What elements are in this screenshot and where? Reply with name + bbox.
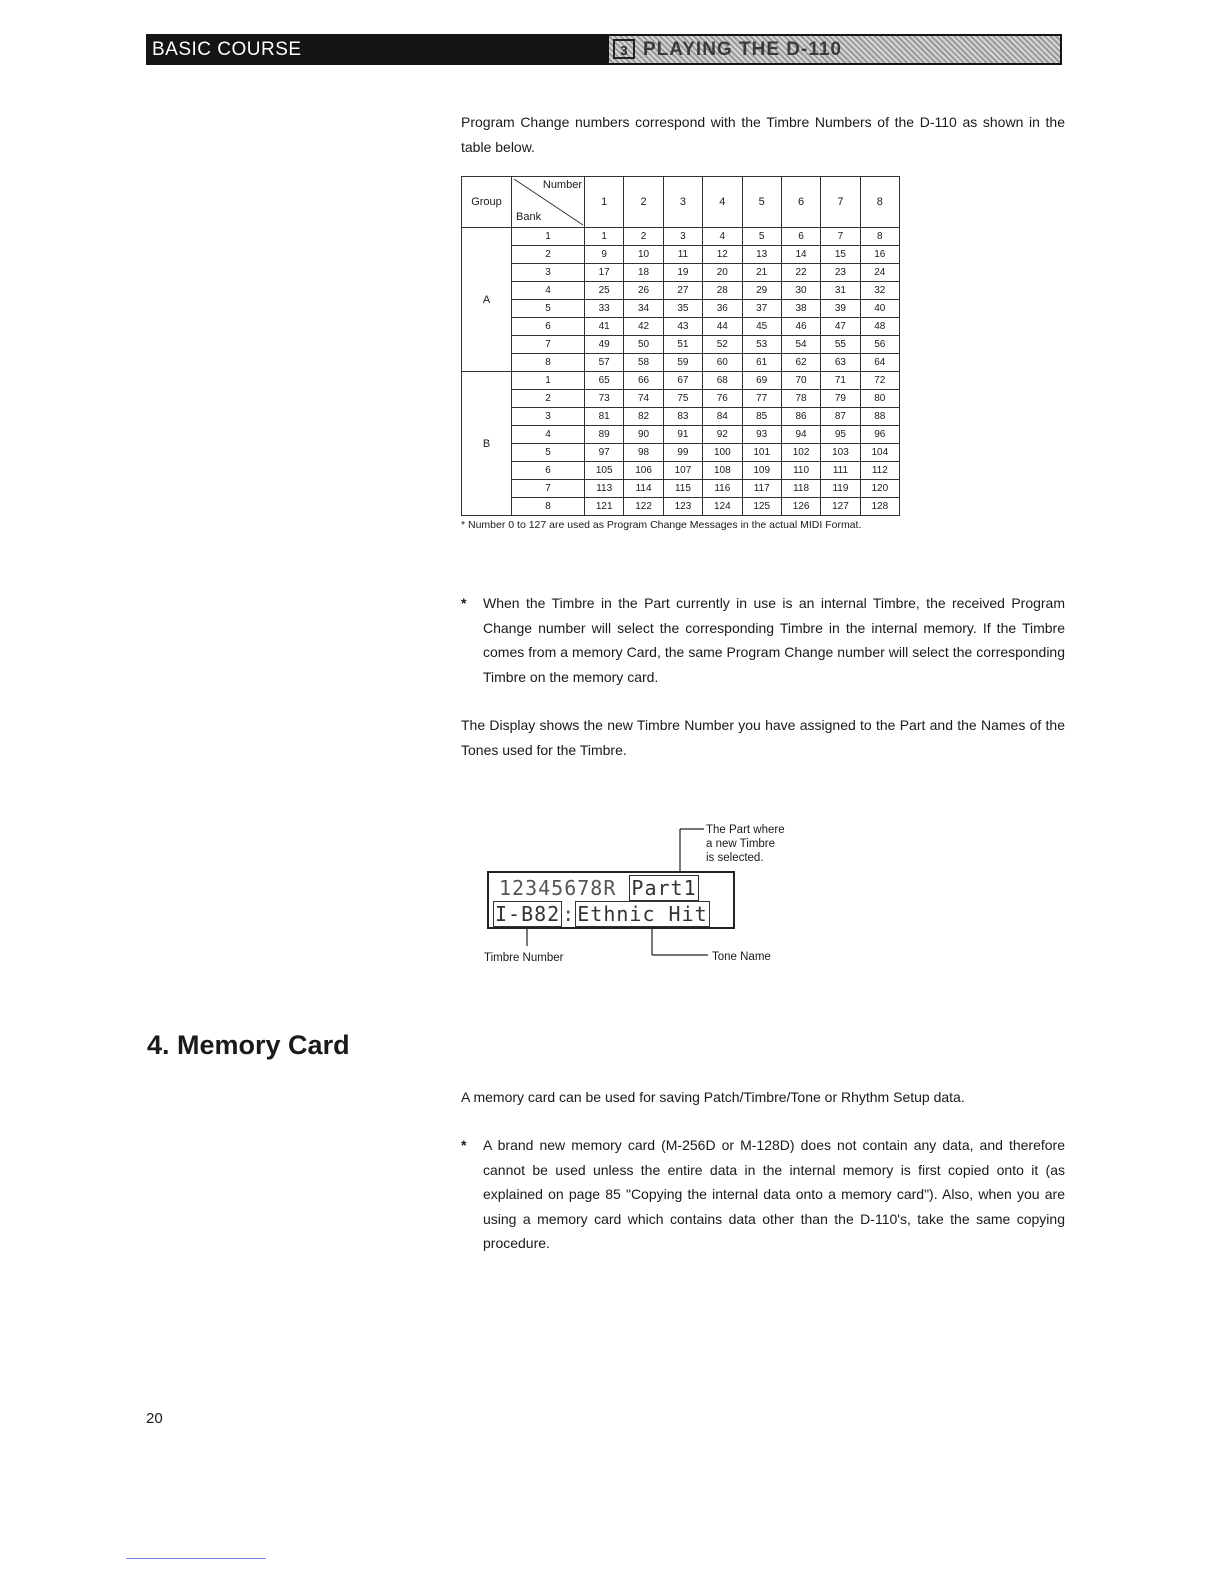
- table-footnote: * Number 0 to 127 are used as Program Change Messages in the actual MIDI Format.: [461, 519, 862, 531]
- page-number: 20: [146, 1410, 163, 1427]
- intro-paragraph: Program Change numbers correspond with the Timbre Numbers of the D-110 as shown in the table below.: [461, 114, 1065, 155]
- timbre-number-cell: 125: [742, 498, 781, 516]
- timbre-number-cell: 111: [821, 462, 860, 480]
- timbre-number-cell: 23: [821, 264, 860, 282]
- timbre-number-cell: 32: [860, 282, 899, 300]
- timbre-number-cell: 17: [585, 264, 624, 282]
- bank-cell: 8: [512, 498, 585, 516]
- timbre-number-cell: 119: [821, 480, 860, 498]
- timbre-number-cell: 6: [781, 228, 820, 246]
- timbre-number-cell: 101: [742, 444, 781, 462]
- timbre-number-cell: 102: [781, 444, 820, 462]
- column-header: 7: [821, 177, 860, 228]
- timbre-number-cell: 50: [624, 336, 663, 354]
- timbre-number-cell: 61: [742, 354, 781, 372]
- bank-cell: 5: [512, 300, 585, 318]
- bullet-text: A brand new memory card (M-256D or M-128D) does not contain any data, and therefore cannot be used unless the entire data in the internal memory is first copied onto it (as explained on page 85 "Copying the internal data onto a memory card"). Also, when you are using a memory card which contains data other than the D-110's, take the same copying procedure.: [483, 1137, 1065, 1252]
- timbre-number-cell: 110: [781, 462, 820, 480]
- lcd-tone-box: Ethnic Hit: [577, 902, 708, 926]
- timbre-number-cell: 94: [781, 426, 820, 444]
- timbre-number-cell: 112: [860, 462, 899, 480]
- number-header: Number: [542, 179, 582, 191]
- timbre-number-cell: 51: [663, 336, 702, 354]
- timbre-number-cell: 85: [742, 408, 781, 426]
- timbre-number-cell: 42: [624, 318, 663, 336]
- timbre-number-cell: 95: [821, 426, 860, 444]
- timbre-number-cell: 90: [624, 426, 663, 444]
- timbre-number-cell: 67: [663, 372, 702, 390]
- timbre-number-cell: 14: [781, 246, 820, 264]
- timbre-number-cell: 123: [663, 498, 702, 516]
- column-header: 5: [742, 177, 781, 228]
- timbre-number-cell: 76: [703, 390, 742, 408]
- timbre-number-cell: 29: [742, 282, 781, 300]
- timbre-number-cell: 47: [821, 318, 860, 336]
- timbre-number-cell: 92: [703, 426, 742, 444]
- timbre-number-cell: 81: [585, 408, 624, 426]
- column-header: 4: [703, 177, 742, 228]
- bank-cell: 3: [512, 408, 585, 426]
- timbre-number-cell: 75: [663, 390, 702, 408]
- bank-cell: 7: [512, 480, 585, 498]
- timbre-number-cell: 40: [860, 300, 899, 318]
- timbre-number-cell: 26: [624, 282, 663, 300]
- bank-header: Bank: [516, 211, 542, 223]
- timbre-number-cell: 48: [860, 318, 899, 336]
- timbre-number-cell: 54: [781, 336, 820, 354]
- timbre-number-cell: 33: [585, 300, 624, 318]
- timbre-number-cell: 52: [703, 336, 742, 354]
- timbre-number-cell: 25: [585, 282, 624, 300]
- callout-part: The Part where a new Timbre is selected.: [706, 824, 785, 864]
- timbre-number-cell: 127: [821, 498, 860, 516]
- bank-cell: 1: [512, 228, 585, 246]
- group-cell: B: [462, 372, 512, 516]
- bullet-text: When the Timbre in the Part currently in use is an internal Timbre, the received Program Change number will select the corresponding Timbre in the internal memory. If the Timbre comes from a memory Card, the same Program Change number will select the corresponding Timbre on the memory card.: [483, 595, 1065, 685]
- timbre-number-cell: 2: [624, 228, 663, 246]
- bank-cell: 1: [512, 372, 585, 390]
- timbre-number-cell: 98: [624, 444, 663, 462]
- timbre-number-cell: 21: [742, 264, 781, 282]
- bullet-asterisk: *: [461, 595, 467, 611]
- timbre-number-cell: 11: [663, 246, 702, 264]
- lcd-line-1: [499, 876, 699, 900]
- column-header: 2: [624, 177, 663, 228]
- timbre-number-cell: 63: [821, 354, 860, 372]
- lcd-display: [487, 871, 735, 929]
- timbre-number-cell: 24: [860, 264, 899, 282]
- lcd-timbre-box: I-B82: [495, 902, 561, 926]
- timbre-number-cell: 93: [742, 426, 781, 444]
- timbre-number-cell: 10: [624, 246, 663, 264]
- timbre-number-cell: 59: [663, 354, 702, 372]
- timbre-number-cell: 83: [663, 408, 702, 426]
- timbre-number-cell: 87: [821, 408, 860, 426]
- timbre-number-cell: 107: [663, 462, 702, 480]
- column-header: 6: [781, 177, 820, 228]
- bank-cell: 8: [512, 354, 585, 372]
- timbre-number-cell: 69: [742, 372, 781, 390]
- group-cell: A: [462, 228, 512, 372]
- timbre-number-cell: 28: [703, 282, 742, 300]
- timbre-number-cell: 99: [663, 444, 702, 462]
- timbre-number-cell: 121: [585, 498, 624, 516]
- timbre-number-cell: 46: [781, 318, 820, 336]
- timbre-number-cell: 72: [860, 372, 899, 390]
- callout-timbre-number: Timbre Number: [484, 952, 564, 964]
- bottom-rule: [126, 1558, 266, 1559]
- timbre-number-cell: 1: [585, 228, 624, 246]
- timbre-number-cell: 44: [703, 318, 742, 336]
- timbre-number-cell: 79: [821, 390, 860, 408]
- timbre-number-cell: 5: [742, 228, 781, 246]
- timbre-number-cell: 103: [821, 444, 860, 462]
- timbre-number-cell: 116: [703, 480, 742, 498]
- bank-cell: 3: [512, 264, 585, 282]
- timbre-number-cell: 89: [585, 426, 624, 444]
- timbre-number-cell: 71: [821, 372, 860, 390]
- bank-cell: 6: [512, 318, 585, 336]
- timbre-number-cell: 62: [781, 354, 820, 372]
- lcd-part-numbers: 12345678R: [499, 876, 617, 900]
- timbre-number-cell: 66: [624, 372, 663, 390]
- timbre-number-cell: 64: [860, 354, 899, 372]
- timbre-number-cell: 19: [663, 264, 702, 282]
- bank-cell: 4: [512, 426, 585, 444]
- bank-cell: 5: [512, 444, 585, 462]
- timbre-number-cell: 114: [624, 480, 663, 498]
- timbre-number-cell: 96: [860, 426, 899, 444]
- lcd-part-box: Part1: [631, 876, 697, 900]
- bank-cell: 2: [512, 390, 585, 408]
- timbre-number-cell: 27: [663, 282, 702, 300]
- timbre-number-cell: 39: [821, 300, 860, 318]
- column-header: 3: [663, 177, 702, 228]
- bank-cell: 4: [512, 282, 585, 300]
- timbre-number-cell: 41: [585, 318, 624, 336]
- timbre-number-cell: 34: [624, 300, 663, 318]
- timbre-number-cell: 20: [703, 264, 742, 282]
- timbre-number-cell: 124: [703, 498, 742, 516]
- timbre-number-cell: 78: [781, 390, 820, 408]
- timbre-number-cell: 31: [821, 282, 860, 300]
- timbre-number-cell: 80: [860, 390, 899, 408]
- timbre-number-cell: 100: [703, 444, 742, 462]
- timbre-number-cell: 117: [742, 480, 781, 498]
- timbre-number-cell: 118: [781, 480, 820, 498]
- timbre-number-cell: 36: [703, 300, 742, 318]
- timbre-number-cell: 58: [624, 354, 663, 372]
- timbre-number-cell: 60: [703, 354, 742, 372]
- timbre-number-cell: 128: [860, 498, 899, 516]
- timbre-number-cell: 9: [585, 246, 624, 264]
- timbre-number-cell: 70: [781, 372, 820, 390]
- timbre-number-cell: 4: [703, 228, 742, 246]
- timbre-number-cell: 86: [781, 408, 820, 426]
- timbre-number-cell: 104: [860, 444, 899, 462]
- timbre-number-cell: 53: [742, 336, 781, 354]
- timbre-number-cell: 91: [663, 426, 702, 444]
- bank-cell: 7: [512, 336, 585, 354]
- timbre-number-cell: 35: [663, 300, 702, 318]
- timbre-number-cell: 3: [663, 228, 702, 246]
- timbre-number-cell: 55: [821, 336, 860, 354]
- lcd-colon: :: [562, 902, 576, 926]
- timbre-number-cell: 126: [781, 498, 820, 516]
- timbre-number-cell: 82: [624, 408, 663, 426]
- timbre-number-cell: 43: [663, 318, 702, 336]
- section-title: 4. Memory Card: [147, 1030, 350, 1060]
- bank-cell: 2: [512, 246, 585, 264]
- timbre-number-cell: 12: [703, 246, 742, 264]
- timbre-number-cell: 30: [781, 282, 820, 300]
- timbre-number-cell: 37: [742, 300, 781, 318]
- timbre-number-cell: 108: [703, 462, 742, 480]
- timbre-number-cell: 84: [703, 408, 742, 426]
- timbre-number-cell: 16: [860, 246, 899, 264]
- timbre-number-cell: 105: [585, 462, 624, 480]
- timbre-number-cell: 88: [860, 408, 899, 426]
- timbre-number-cell: 109: [742, 462, 781, 480]
- timbre-number-cell: 122: [624, 498, 663, 516]
- timbre-number-cell: 45: [742, 318, 781, 336]
- lcd-line-2: [493, 902, 710, 926]
- group-header: Group: [462, 177, 512, 228]
- chapter-title: PLAYING THE D-110: [643, 39, 842, 60]
- timbre-number-cell: 68: [703, 372, 742, 390]
- timbre-number-cell: 120: [860, 480, 899, 498]
- timbre-number-cell: 8: [860, 228, 899, 246]
- column-header: 1: [585, 177, 624, 228]
- timbre-number-cell: 115: [663, 480, 702, 498]
- timbre-number-cell: 74: [624, 390, 663, 408]
- timbre-number-cell: 56: [860, 336, 899, 354]
- timbre-number-cell: 13: [742, 246, 781, 264]
- bullet-new-card: [461, 1133, 1065, 1256]
- timbre-number-cell: 49: [585, 336, 624, 354]
- timbre-number-cell: 7: [821, 228, 860, 246]
- timbre-number-cell: 22: [781, 264, 820, 282]
- memory-card-paragraph: A memory card can be used for saving Patch/Timbre/Tone or Rhythm Setup data.: [461, 1089, 965, 1105]
- timbre-number-cell: 38: [781, 300, 820, 318]
- timbre-number-cell: 65: [585, 372, 624, 390]
- column-header: 8: [860, 177, 899, 228]
- timbre-number-cell: 77: [742, 390, 781, 408]
- timbre-number-cell: 15: [821, 246, 860, 264]
- header-section-label: BASIC COURSE: [152, 39, 302, 60]
- timbre-number-cell: 73: [585, 390, 624, 408]
- timbre-number-cell: 97: [585, 444, 624, 462]
- bank-cell: 6: [512, 462, 585, 480]
- bullet-asterisk: *: [461, 1137, 467, 1153]
- timbre-number-cell: 18: [624, 264, 663, 282]
- timbre-number-cell: 113: [585, 480, 624, 498]
- callout-tone-name: Tone Name: [712, 951, 771, 963]
- timbre-number-cell: 57: [585, 354, 624, 372]
- timbre-number-cell: 106: [624, 462, 663, 480]
- chapter-number-badge: 3: [613, 39, 635, 59]
- display-paragraph: The Display shows the new Timbre Number you have assigned to the Part and the Names of the Tones used for the Timbre.: [461, 717, 1065, 758]
